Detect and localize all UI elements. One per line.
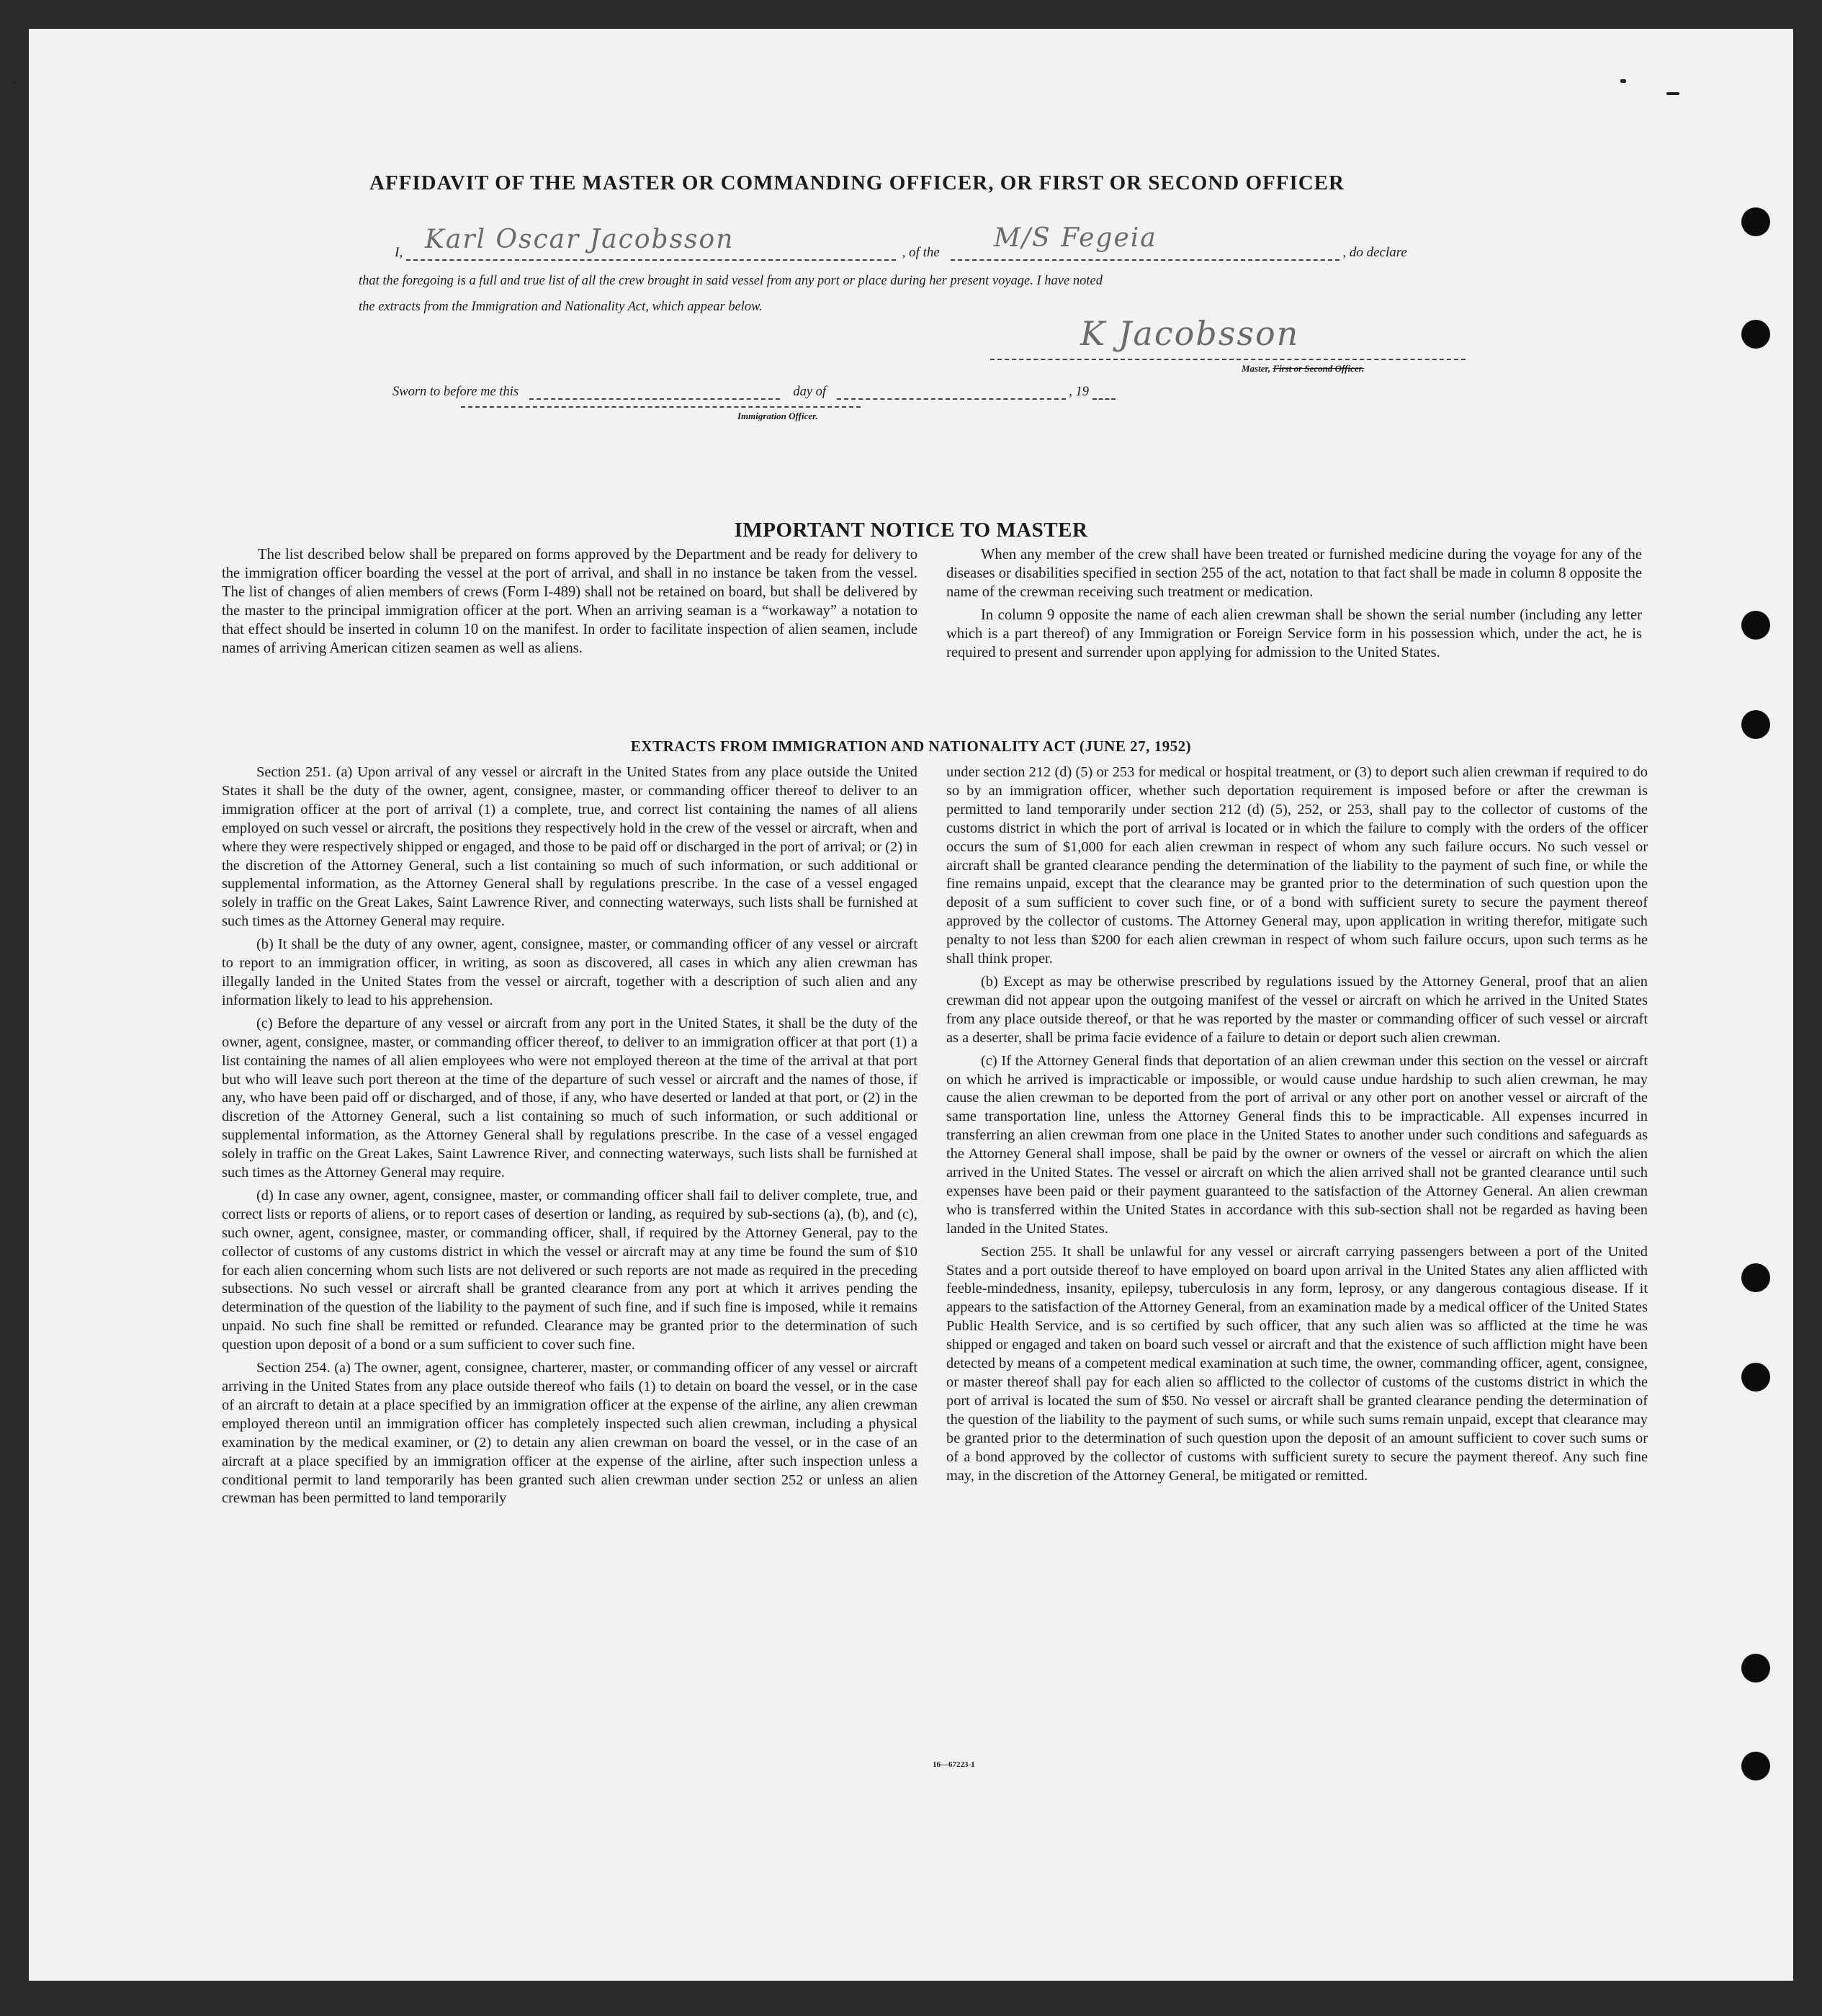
statement-line-1: that the foregoing is a full and true list of all the crew brought in said vessel from any port or place during her present voyage. I have noted bbox=[359, 274, 1103, 288]
year-field bbox=[1092, 385, 1116, 400]
month-field bbox=[837, 385, 1066, 400]
notice-left-paragraph: The list described below shall be prepared on forms approved by the Department and be ready for delivery to the immigration officer boarding the vessel at the port of arrival, and shall in no instance be taken from the vessel. The list of changes of alien members of crews (Form I-489) shall not be retained on board, but shall be delivered by the master to the principal immigration officer at the port. When an arriving seaman is a “workaway” a notation to that effect should be inserted in column 10 on the manifest. In order to facilitate inspection of alien seamen, include names of arriving American citizen seamen as well as aliens. bbox=[222, 547, 917, 656]
punch-hole bbox=[1741, 320, 1770, 349]
extract-paragraph: Section 251. (a) Upon arrival of any vessel or aircraft in the United States from any place outside the United States it shall be the duty of the owner, agent, consignee, master, or commanding officer thereof to deliver to an immigration officer at the port of arrival (1) a complete, true, and correct list containing the names of all aliens employed on such vessel or aircraft, the positions they respectively hold in the crew of the vessel or aircraft, when and where they were respectively shipped or engaged, and those to be paid off or discharged in the port of arrival; or (2) in the discretion of the Attorney General, such a list containing so much of such information, or such additional or supplemental information, as the Attorney General shall by regulations prescribe. In the case of a vessel engaged solely in traffic on the Great Lakes, Saint Lawrence River, and connecting waterways, such lists shall be furnished at such times as the Attorney General may require. bbox=[222, 764, 917, 930]
statement-line-2: the extracts from the Immigration and Nationality Act, which appear below. bbox=[359, 300, 763, 314]
extract-paragraph: under section 212 (d) (5) or 253 for medical or hospital treatment, or (3) to deport such alien crewman if required to do so by an immigration officer, whether such deportation requirement is imposed before or after the crewman is permitted to land temporarily under section 212 (d) (5), 252, or 253, shall pay to the collector of customs of the customs district in which the port of arrival is located or in which the failure to comply with the orders of the officer occurs the sum of $1,000 for each alien crewman in respect of whom any such failure occurs. No such vessel or aircraft shall be granted clearance pending the determination of the liability to the payment of such fine, or while the fine remains unpaid, except that the clearance may be granted prior to the determination of such question upon the deposit of a sum sufficient to cover such fine, or of a bond with sufficient surety to secure the payment thereof approved by the collector of customs. The Attorney General may, upon application in writing therefor, mitigate such penalty to not less than $200 for each alien crewman in respect of whom such failure occurs, upon such terms as he shall think proper. bbox=[946, 764, 1648, 967]
handwritten-name: Karl Oscar Jacobsson bbox=[425, 225, 735, 254]
extract-paragraph: (c) Before the departure of any vessel or aircraft from any port in the United States, it shall be the duty of the owner, agent, consignee, master, or commanding officer thereof, to deliver to an immigration officer at that port (1) a list containing the names of all alien employees who were not employed thereon at the time of the arrival at that port but who will leave such port thereon at the time of the departure of such vessel or aircraft and the names of those, if any, who have been paid off or discharged, and of those, if any, who have deserted or landed at that port, or (2) in the discretion of the Attorney General, such a list containing so much of such information, or such additional or supplemental information, as the Attorney General shall by regulations prescribe. In the case of a vessel engaged solely in traffic on the Great Lakes, Saint Lawrence River, and connecting waterways, such lists shall be furnished at such times as the Attorney General may require. bbox=[222, 1015, 917, 1181]
scan-speck bbox=[1666, 92, 1679, 95]
handwritten-vessel: M/S Fegeia bbox=[994, 223, 1157, 253]
extract-paragraph: (b) It shall be the duty of any owner, agent, consignee, master, or commanding officer of any vessel or aircraft to report to an immigration officer, in writing, as soon as discovered, all cases in which any alien crewman has illegally landed in the United States from the vessel or aircraft, together with a description of such alien and any information likely to lead to his apprehension. bbox=[222, 936, 917, 1008]
punch-hole bbox=[1741, 207, 1770, 236]
sworn-date-field bbox=[529, 385, 780, 400]
i-label: I, bbox=[395, 245, 403, 260]
notice-title: IMPORTANT NOTICE TO MASTER bbox=[734, 519, 1088, 542]
master-title bbox=[1242, 363, 1364, 375]
immigration-officer-label: Immigration Officer. bbox=[737, 411, 818, 421]
punch-hole bbox=[1741, 1263, 1770, 1292]
year-label: , 19 bbox=[1069, 385, 1090, 399]
scan-speck bbox=[1620, 79, 1626, 83]
do-declare-label: , do declare bbox=[1342, 245, 1407, 260]
punch-hole bbox=[1741, 1752, 1770, 1780]
extract-paragraph: (c) If the Attorney General finds that deportation of an alien crewman under this section on the vessel or aircraft on which he arrived is impracticable or impossible, or would cause undue hardship to such alien crewman, he may cause the alien crewman to be deported from the port of arrival or any other port on another vessel or aircraft of the same transportation line, unless the Attorney General finds this to be impracticable. All expenses incurred in transferring an alien crewman from one place in the United States to another under such conditions and safeguards as the Attorney General shall impose, shall be paid by the owner or owners of the vessel or aircraft on which the alien arrived in the United States. The vessel or aircraft on which the alien arrived shall not be granted clearance until such expenses have been paid or their payment guaranteed to the satisfaction of the Attorney General. An alien crewman who is transferred within the United States in accordance with this sub-section shall not be regarded as having been landed in the United States. bbox=[946, 1052, 1648, 1237]
notice-right-paragraph: In column 9 opposite the name of each alien crewman shall be shown the serial number (including any letter which is a part thereof) of any Immigration or Foreign Service form in his possession which, under the act, he is required to present and surrender upon applying for admission to the United States. bbox=[946, 606, 1642, 660]
document-page bbox=[29, 29, 1793, 1981]
signature-line bbox=[990, 359, 1466, 360]
extract-paragraph: Section 254. (a) The owner, agent, consignee, charterer, master, or commanding officer of any vessel or aircraft arriving in the United States from any place outside thereof who fails (1) to detain on board the vessel, or in the case of an aircraft to detain at a place specified by an immigration officer at the expense of the airline, any alien crewman employed thereon until an immigration officer has completely inspected such alien crewman, including a physical examination by the medical examiner, or (2) to detain any alien crewman on board the vessel, or in the case of an aircraft at a place specified by an immigration officer at the expense of the airline, after such inspection unless a conditional permit to land temporarily has been granted such alien crewman under section 252 or unless an alien crewman has been permitted to land temporarily bbox=[222, 1360, 917, 1507]
notice-right-paragraph: When any member of the crew shall have been treated or furnished medicine during the voyage for any of the diseases or disabilities specified in section 255 of the act, notation to that fact shall be made in column 8 opposite the name of the crewman receiving such treatment or medication. bbox=[946, 547, 1642, 600]
extract-paragraph: (b) Except as may be otherwise prescribed by regulations issued by the Attorney General, proof that an alien crewman did not appear upon the outgoing manifest of the vessel or aircraft on which he arrived in the United States from any place outside thereof, or that he was reported by the master or commanding officer of such vessel or aircraft as a deserter, shall be prima facie evidence of a failure to detain or deport such alien crewman. bbox=[946, 973, 1648, 1046]
day-of-label: day of bbox=[793, 385, 827, 399]
handwritten-signature: K Jacobsson bbox=[1080, 314, 1300, 353]
extracts-right-column bbox=[946, 763, 1648, 1489]
scan-speck bbox=[13, 81, 16, 84]
sworn-line bbox=[392, 385, 1116, 400]
extract-paragraph: (d) In case any owner, agent, consignee, master, or commanding officer shall fail to deliver complete, true, and correct lists or reports of aliens, or to report cases of desertion or landing, as required by sub-sections (a), (b), and (c), such owner, agent, consignee, master, or commanding officer, shall, if required by the Attorney General, pay to the collector of customs of any customs district in which the vessel or aircraft may at any time be found the sum of $10 for each alien concerning whom such lists are not delivered or such reports are not made as required in the preceding subsections. No such vessel or aircraft shall be granted clearance from any port at which it arrives pending the determination of the question of the liability to the payment of such fine, and if such fine is imposed, while it remains unpaid. No such fine shall be remitted or refunded. Clearance may be granted prior to the determination of such question upon deposit of a bond or a sum sufficient to cover such fine. bbox=[222, 1187, 917, 1353]
extract-paragraph: Section 255. It shall be unlawful for any vessel or aircraft carrying passengers between a port of the United States and a port outside thereof to have employed on board upon arrival in the United States any alien afflicted with feeble-mindedness, insanity, epilepsy, tuberculosis in any form, leprosy, or any dangerous contagious disease. If it appears to the satisfaction of the Attorney General, from an examination made by a medical officer of the United States Public Health Service, and is so certified by such officer, that any such alien was so afflicted at the time he was shipped or engaged and taken on board such vessel or aircraft and that the existence of such affliction might have been detected by means of a competent medical examination at such time, the owner, commanding officer, agent, consignee, or master thereof shall pay for each alien so afflicted to the collector of customs of the customs district in which the port of arrival is located the sum of $50. No vessel or aircraft shall be granted clearance pending the determination of the question of the liability to the payment of such sums, or while such sums remain unpaid, except that clearance may be granted prior to the determination of such question upon the deposit of an amount sufficient to cover such sums or of a bond approved by the collector of customs with sufficient surety to secure the payment thereof. Any such fine may, in the discretion of the Attorney General, be mitigated or remitted. bbox=[946, 1243, 1648, 1484]
punch-hole bbox=[1741, 710, 1770, 739]
struck-officer-label: First or Second Officer. bbox=[1273, 363, 1365, 374]
extracts-title: EXTRACTS FROM IMMIGRATION AND NATIONALITY ACT (JUNE 27, 1952) bbox=[630, 738, 1192, 755]
punch-hole bbox=[1741, 1654, 1770, 1683]
punch-hole bbox=[1741, 1363, 1770, 1392]
form-code: 16—67223-1 bbox=[933, 1760, 975, 1769]
notice-right-column bbox=[946, 546, 1642, 666]
affidavit-title: AFFIDAVIT OF THE MASTER OR COMMANDING OFFICER, OR FIRST OR SECOND OFFICER bbox=[369, 171, 1345, 194]
of-the-label: , of the bbox=[902, 245, 940, 260]
officer-signature-line bbox=[461, 406, 861, 408]
sworn-label: Sworn to before me this bbox=[392, 385, 519, 399]
punch-hole bbox=[1741, 611, 1770, 640]
master-label: Master, bbox=[1242, 363, 1271, 374]
extracts-left-column bbox=[222, 763, 917, 1513]
